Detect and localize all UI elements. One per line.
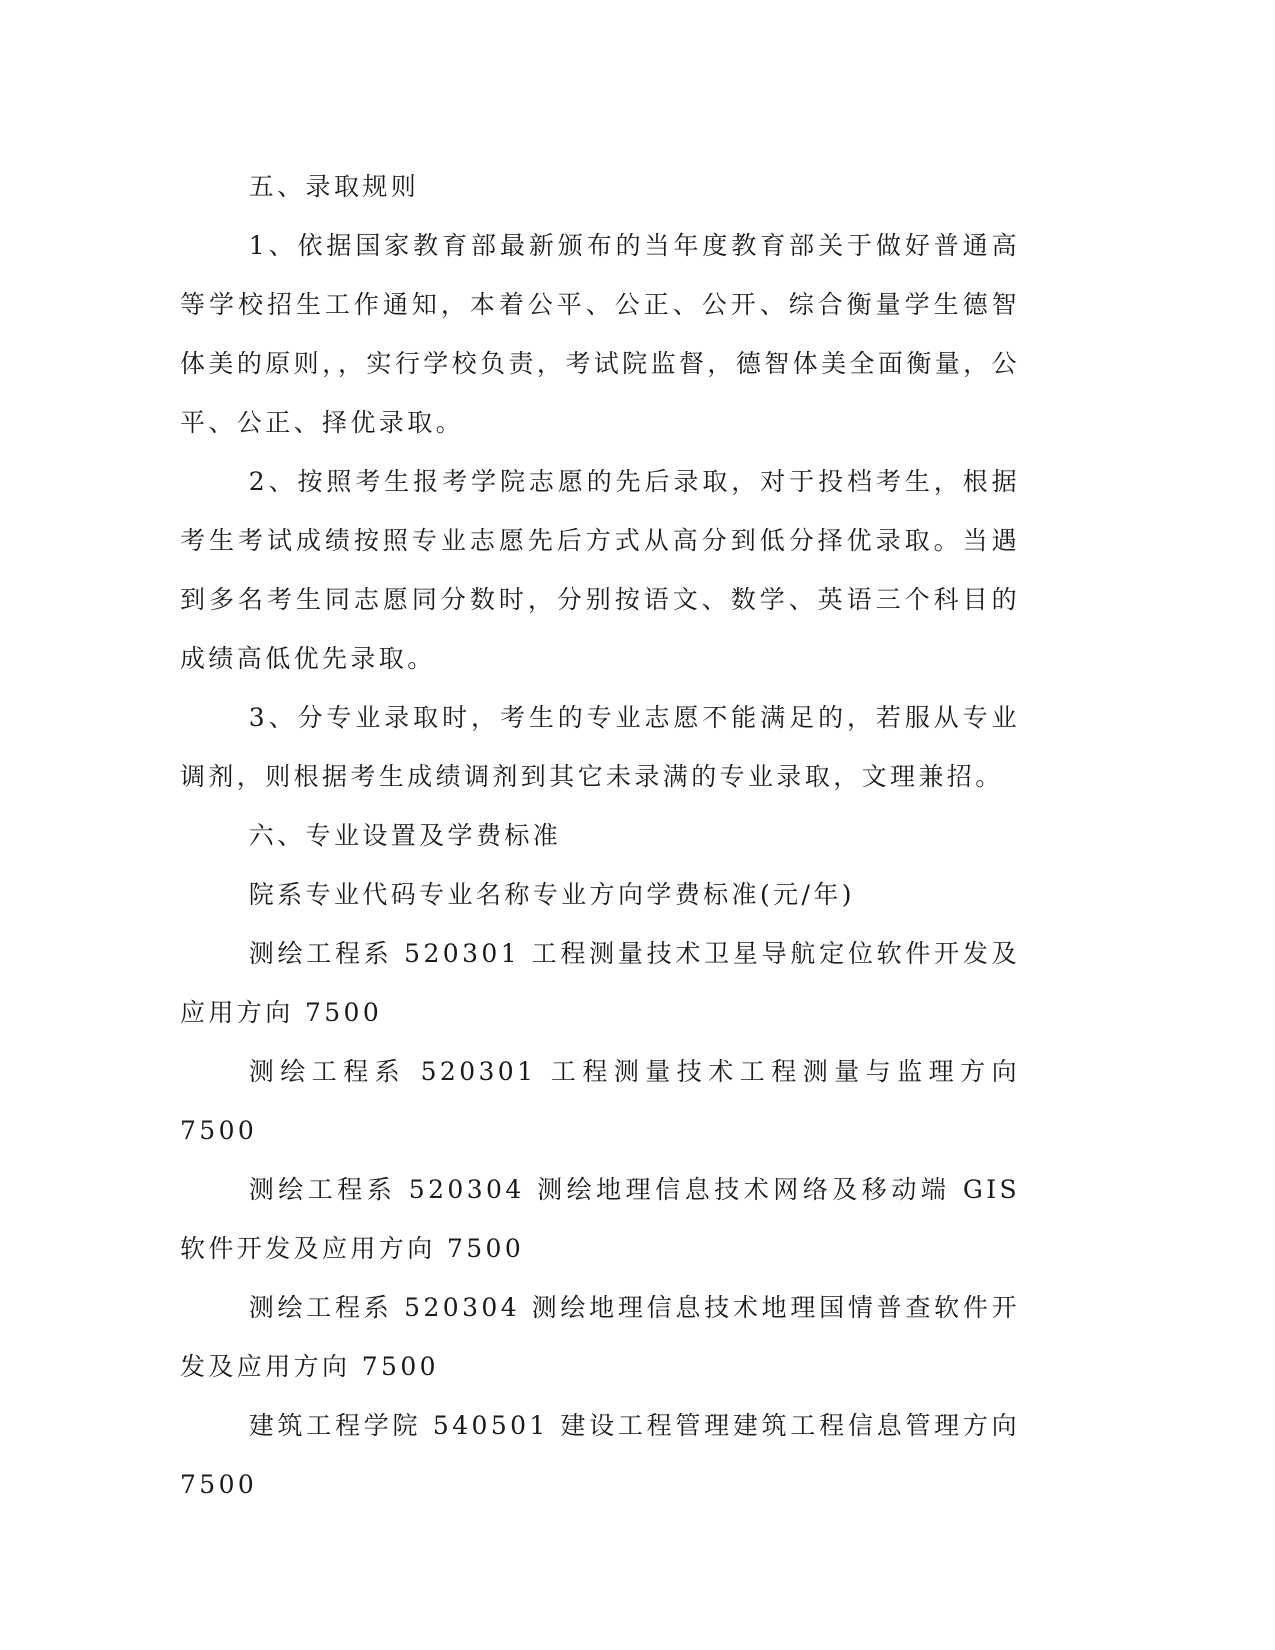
major-row: 建筑工程学院 540501 建设工程管理建筑工程信息管理方向 7500	[180, 1411, 1020, 1499]
admission-rule-3: 3、分专业录取时，考生的专业志愿不能满足的，若服从专业调剂，则根据考生成绩调剂到其它未录满的专业录取，文理兼招。	[180, 703, 1020, 791]
majors-table-header: 院系专业代码专业名称专业方向学费标准(元/年)	[248, 880, 855, 909]
major-row: 测绘工程系 520304 测绘地理信息技术地理国情普查软件开发及应用方向 7500	[180, 1293, 1020, 1381]
major-row: 测绘工程系 520301 工程测量技术卫星导航定位软件开发及应用方向 7500	[180, 939, 1020, 1027]
major-row: 测绘工程系 520301 工程测量技术工程测量与监理方向 7500	[180, 1057, 1020, 1145]
major-row: 测绘工程系 520304 测绘地理信息技术网络及移动端 GIS 软件开发及应用方向 7500	[180, 1175, 1020, 1263]
section-heading-admission-rules: 五、录取规则	[248, 172, 420, 201]
admission-rule-1: 1、依据国家教育部最新颁布的当年度教育部关于做好普通高等学校招生工作通知，本着公平、公正、公开、综合衡量学生德智体美的原则，，实行学校负责，考试院监督，德智体美全面衡量，公平、公正、择优录取。	[180, 231, 1020, 437]
document-body	[180, 157, 1020, 1514]
section-heading-majors-tuition: 六、专业设置及学费标准	[248, 821, 562, 850]
admission-rule-2: 2、按照考生报考学院志愿的先后录取，对于投档考生，根据考生考试成绩按照专业志愿先后方式从高分到低分择优录取。当遇到多名考生同志愿同分数时，分别按语文、数学、英语三个科目的成绩高低优先录取。	[180, 467, 1020, 673]
